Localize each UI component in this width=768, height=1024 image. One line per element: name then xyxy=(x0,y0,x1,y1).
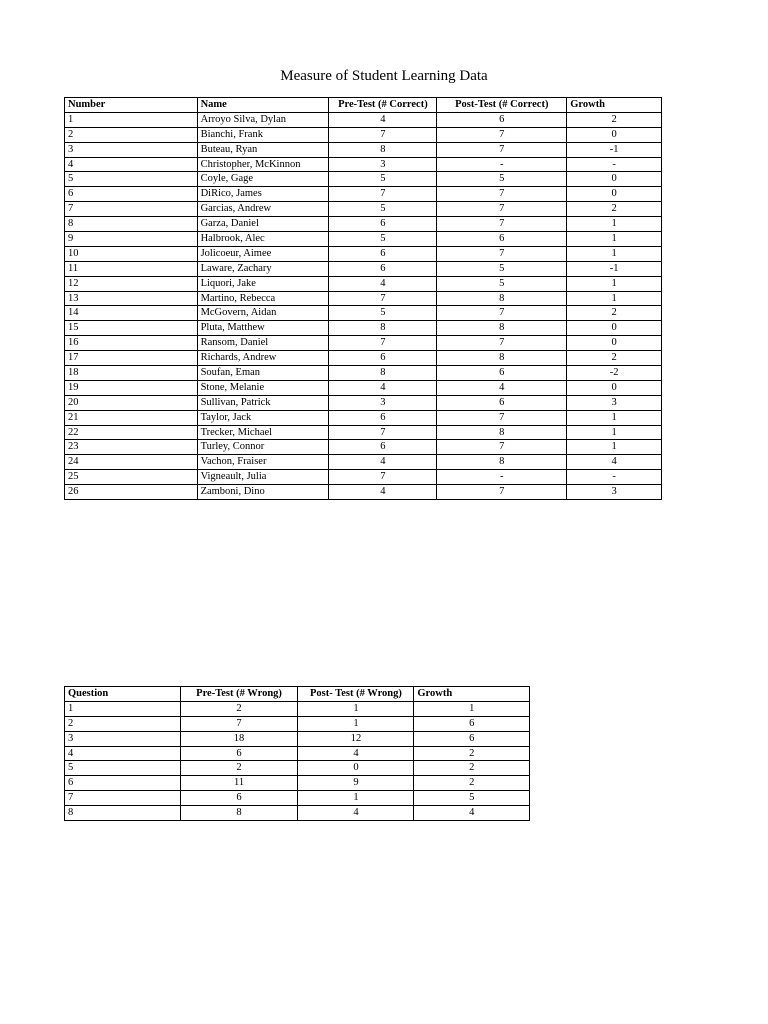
table-row xyxy=(65,761,530,776)
pre-test-cell: 5 xyxy=(329,172,437,187)
column-header: Question xyxy=(65,687,181,702)
student-number-cell: 23 xyxy=(65,440,198,455)
growth-cell: - xyxy=(567,157,662,172)
growth-cell: -1 xyxy=(567,261,662,276)
student-name-cell: Coyle, Gage xyxy=(197,172,329,187)
growth-cell: 0 xyxy=(567,321,662,336)
table-row xyxy=(65,232,662,247)
pre-test-cell: 6 xyxy=(329,410,437,425)
table-row xyxy=(65,366,662,381)
question-errors-table xyxy=(64,686,530,821)
post-test-cell: 7 xyxy=(437,410,567,425)
column-header: Number xyxy=(65,98,198,113)
pre-test-cell: 4 xyxy=(329,276,437,291)
student-number-cell: 5 xyxy=(65,172,198,187)
student-name-cell: Bianchi, Frank xyxy=(197,127,329,142)
growth-cell: 1 xyxy=(414,701,530,716)
pre-test-cell: 6 xyxy=(329,351,437,366)
post-test-cell: 7 xyxy=(437,440,567,455)
table-row xyxy=(65,112,662,127)
pre-test-cell: 4 xyxy=(329,485,437,500)
post-test-cell: 5 xyxy=(437,276,567,291)
growth-cell: 1 xyxy=(567,217,662,232)
pre-test-cell: 4 xyxy=(329,455,437,470)
post-test-cell: - xyxy=(437,157,567,172)
student-name-cell: Garza, Daniel xyxy=(197,217,329,232)
pre-test-cell: 7 xyxy=(329,187,437,202)
pre-test-cell: 6 xyxy=(329,440,437,455)
student-name-cell: Garcias, Andrew xyxy=(197,202,329,217)
pre-test-cell: 8 xyxy=(329,142,437,157)
student-name-cell: Vigneault, Julia xyxy=(197,470,329,485)
question-number-cell: 2 xyxy=(65,716,181,731)
pre-test-cell: 5 xyxy=(329,232,437,247)
pre-test-wrong-cell: 2 xyxy=(180,701,298,716)
table-row xyxy=(65,291,662,306)
pre-test-wrong-cell: 2 xyxy=(180,761,298,776)
post-test-cell: 7 xyxy=(437,246,567,261)
pre-test-cell: 4 xyxy=(329,380,437,395)
table-row xyxy=(65,440,662,455)
growth-cell: 0 xyxy=(567,380,662,395)
growth-cell: -2 xyxy=(567,366,662,381)
student-number-cell: 3 xyxy=(65,142,198,157)
pre-test-cell: 6 xyxy=(329,217,437,232)
growth-cell: 2 xyxy=(567,112,662,127)
student-number-cell: 9 xyxy=(65,232,198,247)
table-row xyxy=(65,172,662,187)
pre-test-cell: 7 xyxy=(329,291,437,306)
student-name-cell: Martino, Rebecca xyxy=(197,291,329,306)
student-number-cell: 25 xyxy=(65,470,198,485)
growth-cell: 2 xyxy=(567,351,662,366)
student-name-cell: Jolicoeur, Aimee xyxy=(197,246,329,261)
column-header: Pre-Test (# Wrong) xyxy=(180,687,298,702)
table-row xyxy=(65,127,662,142)
table-header-row xyxy=(65,687,530,702)
post-test-cell: 8 xyxy=(437,291,567,306)
student-number-cell: 10 xyxy=(65,246,198,261)
post-test-cell: 6 xyxy=(437,395,567,410)
post-test-cell: 8 xyxy=(437,351,567,366)
table-row xyxy=(65,791,530,806)
growth-cell: 1 xyxy=(567,410,662,425)
growth-cell: 2 xyxy=(414,776,530,791)
pre-test-wrong-cell: 18 xyxy=(180,731,298,746)
pre-test-cell: 8 xyxy=(329,366,437,381)
growth-cell: 0 xyxy=(567,172,662,187)
student-name-cell: Zamboni, Dino xyxy=(197,485,329,500)
student-name-cell: Buteau, Ryan xyxy=(197,142,329,157)
question-number-cell: 1 xyxy=(65,701,181,716)
student-number-cell: 17 xyxy=(65,351,198,366)
column-header: Name xyxy=(197,98,329,113)
post-test-wrong-cell: 0 xyxy=(298,761,414,776)
growth-cell: 4 xyxy=(414,806,530,821)
student-number-cell: 18 xyxy=(65,366,198,381)
growth-cell: 1 xyxy=(567,440,662,455)
table-row xyxy=(65,202,662,217)
post-test-wrong-cell: 1 xyxy=(298,716,414,731)
post-test-cell: 7 xyxy=(437,187,567,202)
student-number-cell: 15 xyxy=(65,321,198,336)
pre-test-cell: 7 xyxy=(329,127,437,142)
post-test-cell: 8 xyxy=(437,425,567,440)
growth-cell: 0 xyxy=(567,336,662,351)
question-number-cell: 4 xyxy=(65,746,181,761)
pre-test-cell: 6 xyxy=(329,246,437,261)
growth-cell: 1 xyxy=(567,291,662,306)
post-test-wrong-cell: 1 xyxy=(298,791,414,806)
growth-cell: 2 xyxy=(567,306,662,321)
growth-cell: 6 xyxy=(414,731,530,746)
student-number-cell: 21 xyxy=(65,410,198,425)
growth-cell: 5 xyxy=(414,791,530,806)
growth-cell: 2 xyxy=(414,746,530,761)
post-test-wrong-cell: 4 xyxy=(298,746,414,761)
student-name-cell: Turley, Connor xyxy=(197,440,329,455)
pre-test-wrong-cell: 6 xyxy=(180,746,298,761)
post-test-cell: 5 xyxy=(437,261,567,276)
table-row xyxy=(65,142,662,157)
student-name-cell: McGovern, Aidan xyxy=(197,306,329,321)
student-name-cell: Laware, Zachary xyxy=(197,261,329,276)
student-number-cell: 24 xyxy=(65,455,198,470)
table-row xyxy=(65,806,530,821)
page-title: Measure of Student Learning Data xyxy=(280,68,488,84)
pre-test-cell: 5 xyxy=(329,306,437,321)
post-test-wrong-cell: 4 xyxy=(298,806,414,821)
student-number-cell: 2 xyxy=(65,127,198,142)
pre-test-wrong-cell: 7 xyxy=(180,716,298,731)
post-test-wrong-cell: 9 xyxy=(298,776,414,791)
growth-cell: 3 xyxy=(567,395,662,410)
post-test-cell: 6 xyxy=(437,112,567,127)
post-test-cell: 8 xyxy=(437,455,567,470)
student-scores-table xyxy=(64,97,662,500)
student-number-cell: 1 xyxy=(65,112,198,127)
column-header: Pre-Test (# Correct) xyxy=(329,98,437,113)
table-row xyxy=(65,455,662,470)
post-test-cell: 7 xyxy=(437,336,567,351)
student-name-cell: Sullivan, Patrick xyxy=(197,395,329,410)
student-number-cell: 11 xyxy=(65,261,198,276)
pre-test-cell: 8 xyxy=(329,321,437,336)
table-row xyxy=(65,336,662,351)
student-name-cell: Taylor, Jack xyxy=(197,410,329,425)
post-test-cell: 7 xyxy=(437,485,567,500)
pre-test-cell: 3 xyxy=(329,157,437,172)
table-row xyxy=(65,187,662,202)
table-row xyxy=(65,246,662,261)
table-header-row xyxy=(65,98,662,113)
table-row xyxy=(65,276,662,291)
question-number-cell: 7 xyxy=(65,791,181,806)
growth-cell: 1 xyxy=(567,276,662,291)
pre-test-cell: 3 xyxy=(329,395,437,410)
column-header: Growth xyxy=(414,687,530,702)
question-number-cell: 6 xyxy=(65,776,181,791)
student-name-cell: Richards, Andrew xyxy=(197,351,329,366)
student-number-cell: 20 xyxy=(65,395,198,410)
table-row xyxy=(65,746,530,761)
student-name-cell: Stone, Melanie xyxy=(197,380,329,395)
table-row xyxy=(65,485,662,500)
table-row xyxy=(65,380,662,395)
student-number-cell: 7 xyxy=(65,202,198,217)
table-row xyxy=(65,351,662,366)
growth-cell: 1 xyxy=(567,425,662,440)
growth-cell: 0 xyxy=(567,127,662,142)
student-number-cell: 16 xyxy=(65,336,198,351)
student-name-cell: Halbrook, Alec xyxy=(197,232,329,247)
table-row xyxy=(65,716,530,731)
post-test-cell: 7 xyxy=(437,127,567,142)
growth-cell: 2 xyxy=(567,202,662,217)
pre-test-cell: 7 xyxy=(329,470,437,485)
student-name-cell: Pluta, Matthew xyxy=(197,321,329,336)
student-number-cell: 22 xyxy=(65,425,198,440)
table-row xyxy=(65,306,662,321)
table-row xyxy=(65,470,662,485)
pre-test-wrong-cell: 8 xyxy=(180,806,298,821)
table-row xyxy=(65,395,662,410)
column-header: Growth xyxy=(567,98,662,113)
pre-test-cell: 4 xyxy=(329,112,437,127)
student-number-cell: 12 xyxy=(65,276,198,291)
student-number-cell: 4 xyxy=(65,157,198,172)
growth-cell: 0 xyxy=(567,187,662,202)
student-name-cell: DiRico, James xyxy=(197,187,329,202)
student-number-cell: 14 xyxy=(65,306,198,321)
table-row xyxy=(65,731,530,746)
post-test-cell: 6 xyxy=(437,232,567,247)
student-name-cell: Christopher, McKinnon xyxy=(197,157,329,172)
pre-test-wrong-cell: 11 xyxy=(180,776,298,791)
post-test-wrong-cell: 1 xyxy=(298,701,414,716)
column-header: Post- Test (# Wrong) xyxy=(298,687,414,702)
student-name-cell: Vachon, Fraiser xyxy=(197,455,329,470)
pre-test-cell: 6 xyxy=(329,261,437,276)
table-row xyxy=(65,410,662,425)
table-row xyxy=(65,425,662,440)
growth-cell: 2 xyxy=(414,761,530,776)
student-name-cell: Trecker, Michael xyxy=(197,425,329,440)
student-name-cell: Arroyo Silva, Dylan xyxy=(197,112,329,127)
post-test-cell: - xyxy=(437,470,567,485)
pre-test-wrong-cell: 6 xyxy=(180,791,298,806)
post-test-cell: 6 xyxy=(437,366,567,381)
post-test-cell: 7 xyxy=(437,142,567,157)
student-number-cell: 8 xyxy=(65,217,198,232)
growth-cell: 3 xyxy=(567,485,662,500)
student-number-cell: 13 xyxy=(65,291,198,306)
pre-test-cell: 7 xyxy=(329,425,437,440)
post-test-cell: 8 xyxy=(437,321,567,336)
student-number-cell: 19 xyxy=(65,380,198,395)
post-test-cell: 5 xyxy=(437,172,567,187)
question-number-cell: 5 xyxy=(65,761,181,776)
growth-cell: -1 xyxy=(567,142,662,157)
table-row xyxy=(65,217,662,232)
table-row xyxy=(65,261,662,276)
question-number-cell: 8 xyxy=(65,806,181,821)
post-test-cell: 7 xyxy=(437,202,567,217)
growth-cell: - xyxy=(567,470,662,485)
question-number-cell: 3 xyxy=(65,731,181,746)
post-test-wrong-cell: 12 xyxy=(298,731,414,746)
student-number-cell: 26 xyxy=(65,485,198,500)
column-header: Post-Test (# Correct) xyxy=(437,98,567,113)
post-test-cell: 4 xyxy=(437,380,567,395)
table-row xyxy=(65,701,530,716)
growth-cell: 1 xyxy=(567,246,662,261)
post-test-cell: 7 xyxy=(437,217,567,232)
growth-cell: 1 xyxy=(567,232,662,247)
table-row xyxy=(65,321,662,336)
student-name-cell: Liquori, Jake xyxy=(197,276,329,291)
pre-test-cell: 7 xyxy=(329,336,437,351)
pre-test-cell: 5 xyxy=(329,202,437,217)
growth-cell: 6 xyxy=(414,716,530,731)
student-name-cell: Soufan, Eman xyxy=(197,366,329,381)
growth-cell: 4 xyxy=(567,455,662,470)
post-test-cell: 7 xyxy=(437,306,567,321)
table-row xyxy=(65,157,662,172)
student-name-cell: Ransom, Daniel xyxy=(197,336,329,351)
table-row xyxy=(65,776,530,791)
student-number-cell: 6 xyxy=(65,187,198,202)
